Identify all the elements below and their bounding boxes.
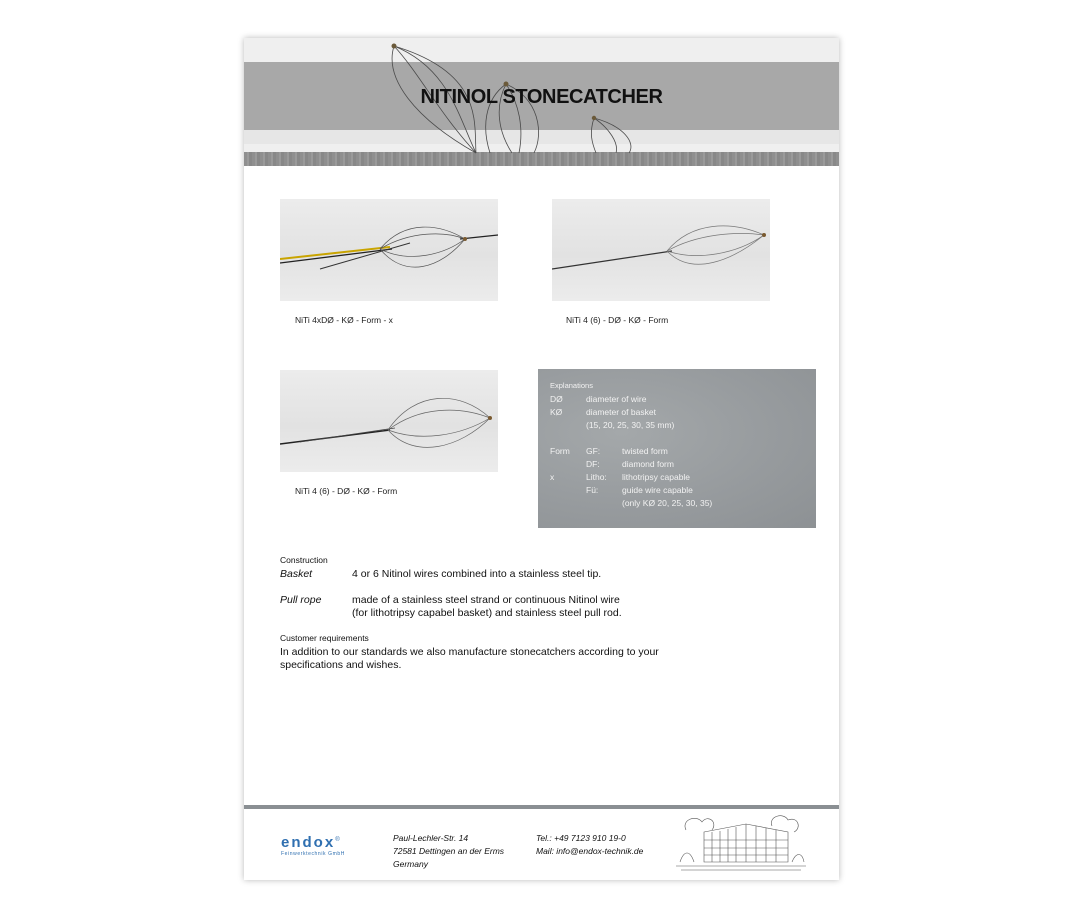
page-title: NITINOL STONECATCHER — [420, 86, 663, 108]
explanation-text: (15, 20, 25, 30, 35 mm) — [586, 420, 675, 430]
form-prefix: x — [550, 472, 555, 482]
explanation-code: KØ — [550, 407, 563, 417]
form-text: twisted form — [622, 446, 668, 456]
basket-image-3 — [280, 370, 498, 472]
form-text: diamond form — [622, 459, 674, 469]
explanations-heading: Explanations — [550, 381, 593, 390]
basket-image-1 — [280, 199, 498, 301]
phone-number: Tel.: +49 7123 910 19-0 — [536, 833, 626, 843]
header-banner — [244, 38, 839, 166]
explanations-box — [538, 369, 816, 528]
form-code: DF: — [586, 459, 600, 469]
form-text: lithotripsy capable — [622, 472, 691, 482]
address-line-1: Paul-Lechler-Str. 14 — [393, 833, 469, 843]
logo-word: endox — [281, 834, 336, 851]
form-label: Form — [550, 446, 570, 456]
email-address: Mail: info@endox-technik.de — [536, 846, 644, 856]
product-photo-2 — [552, 199, 770, 301]
form-code: Fü: — [586, 485, 599, 495]
construction-heading: Construction — [280, 555, 328, 565]
customer-text-2: specifications and wishes. — [280, 659, 402, 671]
form-text: (only KØ 20, 25, 30, 35) — [622, 498, 713, 508]
product-photo-3 — [280, 370, 498, 472]
logo-mark: ® — [335, 837, 342, 843]
logo-subtitle: Feinwerktechnik GmbH — [281, 851, 345, 857]
footer-divider — [244, 805, 839, 809]
basket-image-2 — [552, 199, 770, 301]
address-line-2: 72581 Dettingen an der Erms — [393, 846, 505, 856]
customer-heading: Customer requirements — [280, 633, 369, 643]
explanation-code: DØ — [550, 394, 563, 404]
address-line-3: Germany — [393, 859, 428, 869]
form-code: Litho: — [586, 472, 607, 482]
company-logo — [281, 833, 345, 857]
brochure-page — [244, 38, 839, 880]
pullrope-label: Pull rope — [280, 594, 322, 606]
form-code: GF: — [586, 446, 601, 456]
product-caption-3: NiTi 4 (6) - DØ - KØ - Form — [295, 486, 398, 496]
explanation-text: diameter of basket — [586, 407, 656, 417]
product-caption-1: NiTi 4xDØ - KØ - Form - x — [295, 315, 393, 325]
pullrope-text-2: (for lithotripsy capabel basket) and stainless steel pull rod. — [352, 607, 622, 619]
basket-label: Basket — [280, 568, 313, 580]
customer-text-1: In addition to our standards we also manufacture stonecatchers according to your — [280, 646, 659, 658]
form-text: guide wire capable — [622, 485, 693, 495]
pullrope-text-1: made of a stainless steel strand or continuous Nitinol wire — [352, 594, 620, 606]
building-sketch — [676, 810, 806, 872]
basket-text: 4 or 6 Nitinol wires combined into a stainless steel tip. — [352, 568, 602, 580]
explanation-text: diameter of wire — [586, 394, 647, 404]
product-caption-2: NiTi 4 (6) - DØ - KØ - Form — [566, 315, 669, 325]
product-photo-1 — [280, 199, 498, 301]
